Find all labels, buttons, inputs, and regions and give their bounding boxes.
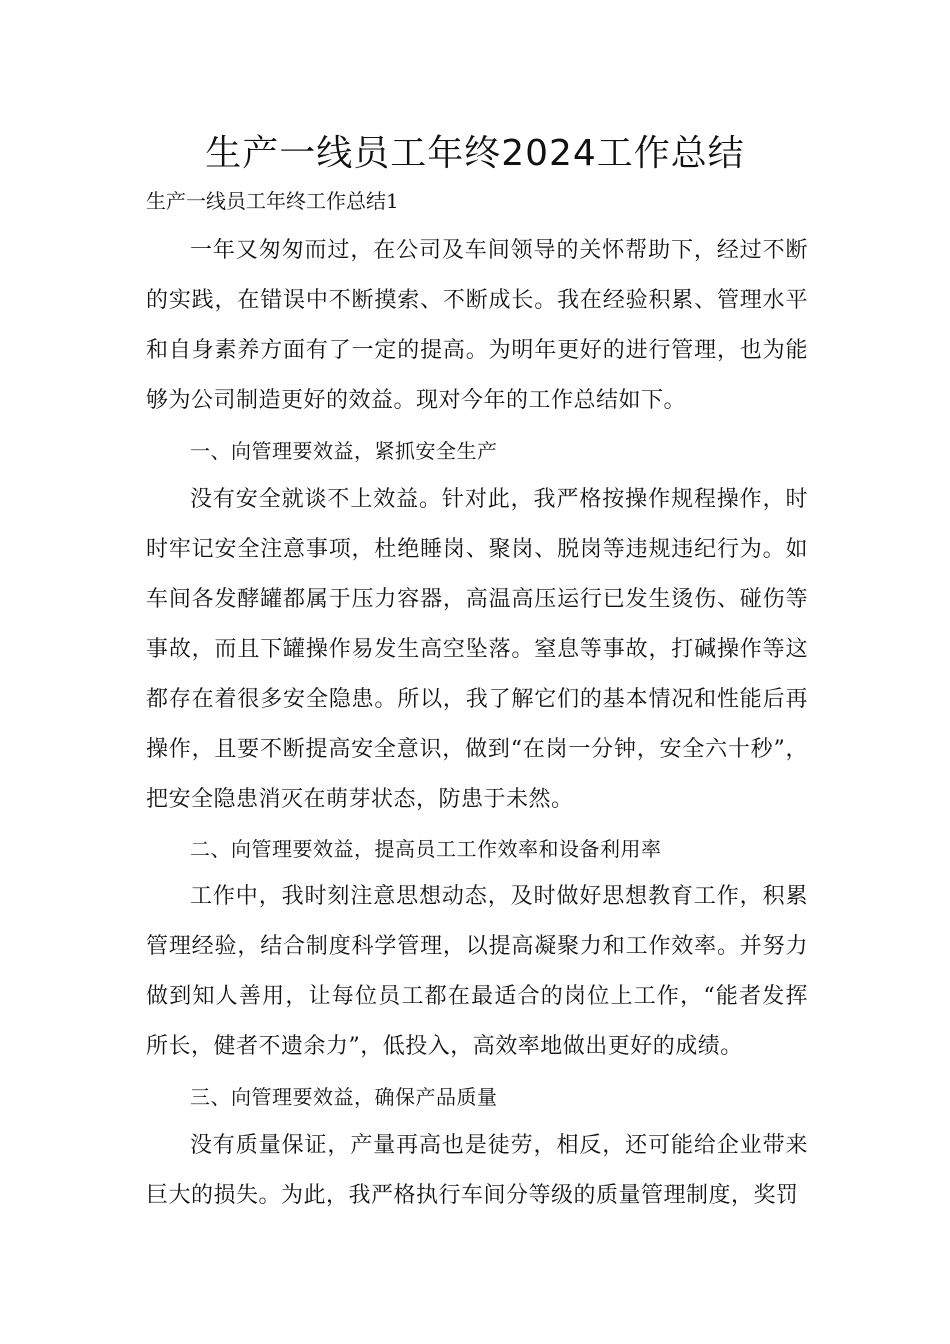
document-subtitle: 生产一线员工年终工作总结1 <box>146 189 399 213</box>
section-heading-quality: 三、向管理要效益，确保产品质量 <box>190 1085 498 1109</box>
paragraph-intro: 一年又匆匆而过，在公司及车间领导的关怀帮助下，经过不断的实践，在错误中不断摸索、不断成长。我在经验积累、管理水平和自身素养方面有了一定的提高。为明年更好的进行管理，也为能够为公司制造更好的效益。现对今年的工作总结如下。 <box>146 238 808 413</box>
paragraph-quality: 没有质量保证，产量再高也是徒劳，相反，还可能给企业带来巨大的损失。为此，我严格执行车间分等级的质量管理制度，奖罚 <box>146 1133 808 1208</box>
section-heading-safety: 一、向管理要效益，紧抓安全生产 <box>190 439 498 463</box>
section-heading-efficiency: 二、向管理要效益，提高员工工作效率和设备利用率 <box>190 837 662 861</box>
paragraph-safety: 没有安全就谈不上效益。针对此，我严格按操作规程操作，时时牢记安全注意事项，杜绝睡岗、聚岗、脱岗等违规违纪行为。如车间各发酵罐都属于压力容器，高温高压运行已发生烫伤、碰伤等事故，而且下罐操作易发生高空坠落。窒息等事故，打碱操作等这都存在着很多安全隐患。所以，我了解它们的基本情况和性能后再操作，且要不断提高安全意识，做到“在岗一分钟，安全六十秒”，把安全隐患消灭在萌芽状态，防患于未然。 <box>146 487 808 812</box>
document-title: 生产一线员工年终2024工作总结 <box>205 133 745 174</box>
paragraph-efficiency: 工作中，我时刻注意思想动态，及时做好思想教育工作，积累管理经验，结合制度科学管理，以提高凝聚力和工作效率。并努力做到知人善用，让每位员工都在最适合的岗位上工作，“能者发挥所长，健者不遗余力”，低投入，高效率地做出更好的成绩。 <box>146 884 808 1059</box>
